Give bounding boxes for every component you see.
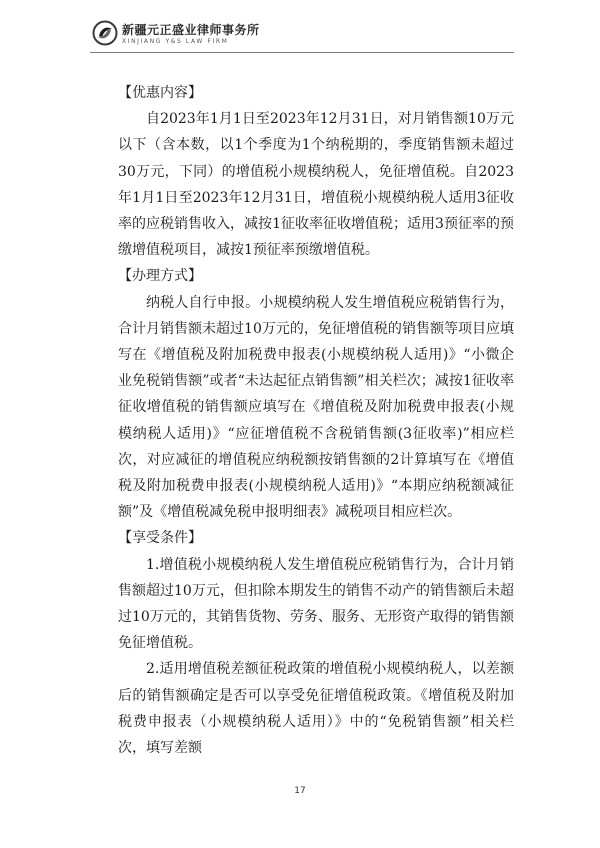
letterhead xyxy=(92,18,512,52)
page-number: 17 xyxy=(294,786,306,796)
header-divider xyxy=(90,52,514,53)
section-heading-conditions: 【享受条件】 xyxy=(118,530,202,547)
firm-name-chinese: 新疆元正盛业律师事务所 xyxy=(122,23,260,37)
section-heading-benefit: 【优惠内容】 xyxy=(118,85,202,101)
document-body xyxy=(118,80,514,761)
firm-logo-icon xyxy=(92,20,118,46)
paragraph-condition-2: 2.适用增值税差额征税政策的增值税小规模纳税人，以差额后的销售额确定是否可以享受免征增值税政策。《增值税及附加税费申报表（小规模纳税人适用）》中的“免税销售额”相关栏次，填写差额 xyxy=(118,661,514,757)
section-heading-method: 【办理方式】 xyxy=(118,268,202,285)
firm-name-english: XINJIANG Y&S LAW FIRM xyxy=(122,38,229,45)
paragraph-method: 纳税人自行申报。小规模纳税人发生增值税应税销售行为，合计月销售额未超过10万元的，免征增值税的销售额等项目应填写在《增值税及附加税费申报表(小规模纳税人适用)》“小微企业免税销售额”或者“未达起征点销售额”相关栏次；减按1征收率征收增值税的销售额应填写在《增值税及附加税费申报表(小规模纳税人适用)》“应征增值税不含税销售额(3征收率)”相应栏次，对应减征的增值税应纳税额按销售额的2计算填写在《增值税及附加税费申报表(小规模纳税人适用)》“本期应纳税额减征额”及《增值税减免税申报明细表》减税项目相应栏次。 xyxy=(118,294,514,521)
paragraph-benefit: 自2023年1月1日至2023年12月31日，对月销售额10万元以下（含本数，以1个季度为1个纳税期的，季度销售额未超过30万元，下同）的增值税小规模纳税人，免征增值税。自2023年1月1日至2023年12月31日，增值税小规模纳税人适用3征收率的应税销售收入，减按1征收率征收增值税；适用3预征率的预缴增值税项目，减按1预征率预缴增值税。 xyxy=(118,111,514,259)
paragraph-condition-1: 1.增值税小规模纳税人发生增值税应税销售行为，合计月销售额超过10万元，但扣除本期发生的销售不动产的销售额后未超过10万元的，其销售货物、劳务、服务、无形资产取得的销售额免征增值税。 xyxy=(118,556,514,652)
